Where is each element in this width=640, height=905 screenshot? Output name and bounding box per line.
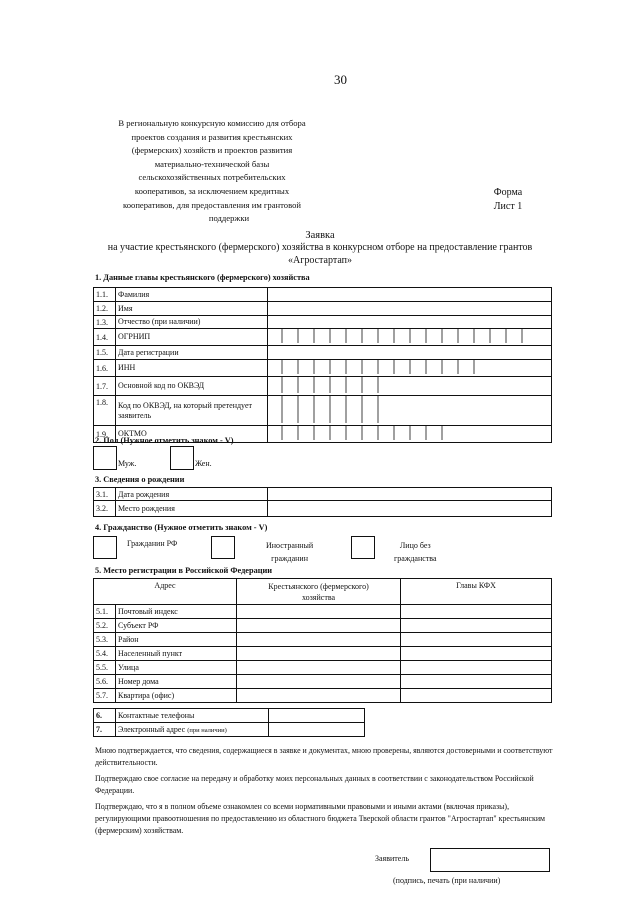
email-field[interactable] bbox=[269, 723, 365, 737]
section5-heading: 5. Место регистрации в Российской Федерации bbox=[95, 566, 273, 575]
sheet-label: Лист 1 bbox=[493, 201, 523, 212]
table-row bbox=[94, 329, 552, 346]
row-label: Квартира (офис) bbox=[116, 689, 237, 703]
row-number: 1.8. bbox=[94, 396, 116, 426]
addressee-line: сельскохозяйственных потребительских bbox=[138, 172, 286, 183]
document-title: Заявка bbox=[305, 230, 335, 241]
row-label: Улица bbox=[116, 661, 237, 675]
kfh-postal-code-field[interactable] bbox=[237, 605, 401, 619]
row-number: 5.4. bbox=[94, 647, 116, 661]
column-header-kfh bbox=[237, 579, 401, 605]
table-row bbox=[94, 723, 365, 737]
digit-grid bbox=[268, 426, 552, 440]
kfh-house-field[interactable] bbox=[237, 675, 401, 689]
consent-paragraph: Подтверждаю свое согласие на передачу и обработку моих персональных данных в соответствии с законодательством Российской Федерации. bbox=[95, 774, 534, 796]
patronymic-field[interactable] bbox=[268, 316, 552, 329]
row-number: 1.2. bbox=[94, 302, 116, 316]
table-row bbox=[94, 605, 552, 619]
row-number: 1.9. bbox=[94, 426, 116, 443]
row-number: 6. bbox=[94, 709, 116, 723]
row-label: Код по ОКВЭД, на который претендует заявитель bbox=[116, 396, 268, 426]
row-label: ИНН bbox=[116, 360, 268, 377]
stateless-label-line: Лицо без bbox=[399, 541, 431, 550]
foreign-citizen-label-line: Иностранный bbox=[266, 541, 314, 550]
row-number: 1.6. bbox=[94, 360, 116, 377]
stateless-label bbox=[394, 539, 437, 565]
row-label: Основной код по ОКВЭД bbox=[116, 377, 268, 396]
head-locality-field[interactable] bbox=[401, 647, 552, 661]
kfh-apartment-field[interactable] bbox=[237, 689, 401, 703]
stateless-checkbox[interactable] bbox=[351, 536, 375, 559]
row-number: 5.6. bbox=[94, 675, 116, 689]
signature-caption: (подпись, печать (при наличии) bbox=[393, 876, 501, 885]
table-header-row bbox=[94, 579, 552, 605]
citizen-rf-checkbox[interactable] bbox=[93, 536, 117, 559]
section3-table bbox=[93, 487, 552, 517]
row-number: 7. bbox=[94, 723, 116, 737]
signature-field[interactable] bbox=[430, 848, 550, 872]
male-label: Муж. bbox=[118, 459, 137, 468]
row-number: 5.5. bbox=[94, 661, 116, 675]
email-label: Электронный адрес bbox=[118, 725, 186, 734]
table-row bbox=[94, 661, 552, 675]
row-label: ОГРНИП bbox=[116, 329, 268, 346]
row-label: Имя bbox=[116, 302, 268, 316]
table-row bbox=[94, 488, 552, 501]
document-subtitle: на участие крестьянского (фермерского) хозяйства в конкурсном отборе на предоставление грантов bbox=[107, 242, 533, 253]
table-row bbox=[94, 316, 552, 329]
table-row bbox=[94, 501, 552, 517]
acknowledgement-paragraph: Подтверждаю, что я в полном объеме ознакомлен со всеми нормативными правовыми и иными актами (включая приказы), регулирующими правоотношения по предоставлению из областного бюджета Тверской области грантов "Агростартап" крестьянским (фермерским) хозяйствам. bbox=[95, 802, 546, 836]
head-region-field[interactable] bbox=[401, 619, 552, 633]
table-row bbox=[94, 709, 365, 723]
addressee-line: кооперативов, для предоставления им грантовой bbox=[123, 199, 301, 210]
form-label-block bbox=[478, 186, 538, 214]
confirmation-paragraph: Мною подтверждается, что сведения, содержащиеся в заявке и документах, мною проверены, являются достоверными и соответствуют действительности. bbox=[95, 746, 553, 768]
section1-heading: 1. Данные главы крестьянского (фермерского) хозяйства bbox=[95, 273, 310, 282]
section1-table bbox=[93, 287, 552, 443]
birth-place-field[interactable] bbox=[268, 501, 552, 517]
foreign-citizen-label bbox=[266, 539, 313, 565]
inn-digit-cells[interactable] bbox=[268, 360, 552, 377]
email-note: (при наличии) bbox=[187, 727, 227, 734]
row-label: Субъект РФ bbox=[116, 619, 237, 633]
table-row bbox=[94, 288, 552, 302]
row-number: 5.2. bbox=[94, 619, 116, 633]
oktmo-digit-cells[interactable] bbox=[268, 426, 552, 443]
table-row bbox=[94, 346, 552, 360]
row-number: 5.7. bbox=[94, 689, 116, 703]
table-row bbox=[94, 675, 552, 689]
column-header-kfh-line: Крестьянского (фермерского) bbox=[268, 582, 369, 591]
addressee-line: кооперативов, за исключением кредитных bbox=[134, 185, 290, 196]
addressee-line: материально-технической базы bbox=[154, 158, 270, 169]
head-apartment-field[interactable] bbox=[401, 689, 552, 703]
citizen-rf-label: Гражданин РФ bbox=[127, 539, 178, 548]
foreign-citizen-label-line: гражданин bbox=[271, 554, 308, 563]
section5-table bbox=[93, 578, 552, 703]
registration-date-field[interactable] bbox=[268, 346, 552, 360]
table-row bbox=[94, 633, 552, 647]
section2-heading: 2. Пол (Нужное отметить знаком - V) bbox=[95, 436, 234, 445]
digit-grid bbox=[268, 329, 552, 343]
addressee-line: В региональную конкурсную комиссию для отбора bbox=[118, 118, 306, 128]
row-label: Населенный пункт bbox=[116, 647, 237, 661]
row-label: Почтовый индекс bbox=[116, 605, 237, 619]
table-row bbox=[94, 647, 552, 661]
surname-field[interactable] bbox=[268, 288, 552, 302]
table-row bbox=[94, 360, 552, 377]
row-number: 5.1. bbox=[94, 605, 116, 619]
head-house-field[interactable] bbox=[401, 675, 552, 689]
row-label: Отчество (при наличии) bbox=[116, 316, 268, 329]
row-label: Фамилия bbox=[116, 288, 268, 302]
okved-target-cells[interactable] bbox=[268, 396, 552, 426]
female-label: Жен. bbox=[195, 459, 212, 468]
birth-date-field[interactable] bbox=[268, 488, 552, 501]
addressee-line: поддержки bbox=[208, 213, 250, 224]
addressee-line: проектов создания и развития крестьянских bbox=[131, 131, 293, 142]
row-label: Дата рождения bbox=[116, 488, 268, 501]
row-number: 5.3. bbox=[94, 633, 116, 647]
table-row bbox=[94, 619, 552, 633]
row-number: 1.4. bbox=[94, 329, 116, 346]
document-subtitle-name: «Агростартап» bbox=[288, 255, 352, 266]
name-field[interactable] bbox=[268, 302, 552, 316]
row-label: Номер дома bbox=[116, 675, 237, 689]
head-district-field[interactable] bbox=[401, 633, 552, 647]
digit-grid bbox=[268, 377, 552, 393]
kfh-locality-field[interactable] bbox=[237, 647, 401, 661]
row-label bbox=[116, 723, 269, 737]
head-postal-code-field[interactable] bbox=[401, 605, 552, 619]
row-label: ОКТМО bbox=[116, 426, 268, 443]
row-label: Район bbox=[116, 633, 237, 647]
table-row bbox=[94, 396, 552, 426]
kfh-district-field[interactable] bbox=[237, 633, 401, 647]
table-row bbox=[94, 689, 552, 703]
digit-grid bbox=[268, 360, 552, 374]
row-number: 1.1. bbox=[94, 288, 116, 302]
contacts-table bbox=[93, 708, 365, 737]
kfh-street-field[interactable] bbox=[237, 661, 401, 675]
column-header-head: Главы КФХ bbox=[401, 579, 552, 605]
column-header-address: Адрес bbox=[94, 579, 237, 605]
column-header-kfh-line: хозяйства bbox=[301, 593, 336, 602]
row-label: Место рождения bbox=[116, 501, 268, 517]
foreign-citizen-checkbox[interactable] bbox=[211, 536, 235, 559]
phone-field[interactable] bbox=[269, 709, 365, 723]
addressee-block bbox=[94, 117, 330, 226]
kfh-region-field[interactable] bbox=[237, 619, 401, 633]
addressee-line: (фермерских) хозяйств и проектов развития bbox=[131, 145, 293, 156]
section4-heading: 4. Гражданство (Нужное отметить знаком - V) bbox=[95, 523, 268, 532]
table-row bbox=[94, 377, 552, 396]
stateless-label-line: гражданства bbox=[394, 554, 437, 563]
head-street-field[interactable] bbox=[401, 661, 552, 675]
row-label: Дата регистрации bbox=[116, 346, 268, 360]
row-number: 1.7. bbox=[94, 377, 116, 396]
male-checkbox[interactable] bbox=[93, 446, 117, 470]
form-label: Форма bbox=[493, 187, 523, 198]
row-number: 3.1. bbox=[94, 488, 116, 501]
table-row bbox=[94, 302, 552, 316]
row-label: Контактные телефоны bbox=[116, 709, 269, 723]
digit-grid bbox=[268, 396, 552, 423]
okved-main-cells[interactable] bbox=[268, 377, 552, 396]
female-checkbox[interactable] bbox=[170, 446, 194, 470]
ogrnip-digit-cells[interactable] bbox=[268, 329, 552, 346]
section3-heading: 3. Сведения о рождении bbox=[95, 475, 185, 484]
row-number: 1.3. bbox=[94, 316, 116, 329]
page-number: 30 bbox=[334, 72, 347, 87]
row-number: 3.2. bbox=[94, 501, 116, 517]
signer-label: Заявитель bbox=[375, 854, 409, 863]
row-number: 1.5. bbox=[94, 346, 116, 360]
